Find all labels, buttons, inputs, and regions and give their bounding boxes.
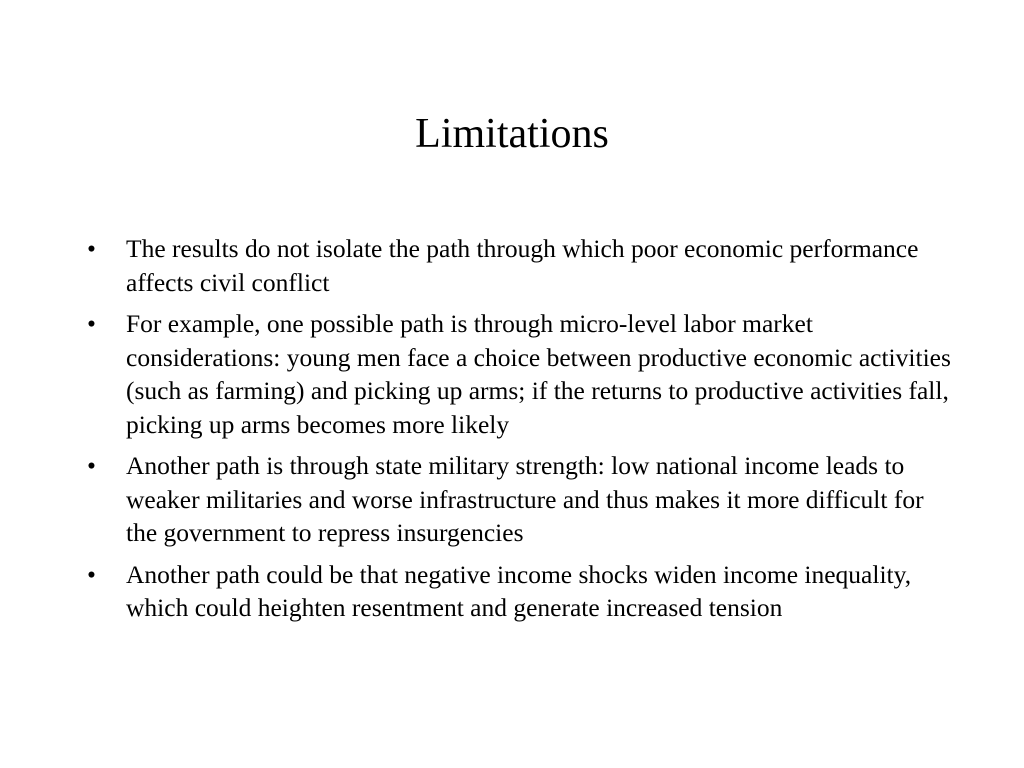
bullet-text: The results do not isolate the path through which poor economic performance affects civil conflict bbox=[126, 234, 919, 297]
bullet-icon: • bbox=[87, 234, 96, 263]
slide-title: Limitations bbox=[415, 111, 609, 157]
bullet-text: Another path is through state military strength: low national income leads to weaker militaries and worse infrastructure and thus makes it more difficult for the government to repress insurgencies bbox=[126, 451, 924, 547]
bullet-icon: • bbox=[87, 559, 96, 589]
bullet-icon: • bbox=[87, 309, 96, 338]
bullet-item bbox=[87, 232, 957, 299]
bullet-item bbox=[87, 449, 957, 550]
bullet-text: For example, one possible path is through micro-level labor market considerations: young men face a choice between productive economic activities (such as farming) and picking up arms; if the returns to productive activities fall, picking up arms becomes more likely bbox=[126, 309, 951, 439]
bullet-list bbox=[87, 232, 957, 633]
bullet-text: Another path could be that negative income shocks widen income inequality, which could heighten resentment and generate increased tension bbox=[126, 559, 912, 622]
bullet-item bbox=[87, 558, 957, 625]
bullet-item bbox=[87, 307, 957, 441]
bullet-icon: • bbox=[87, 451, 96, 480]
